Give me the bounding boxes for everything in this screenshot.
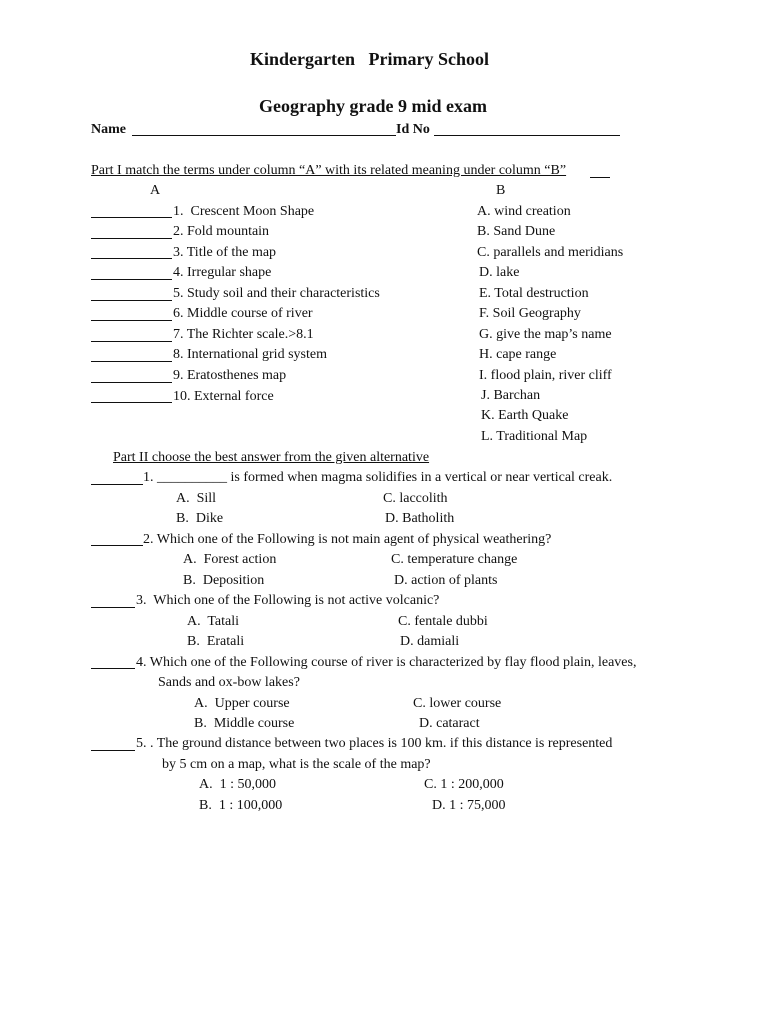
answer-blank[interactable] (91, 238, 172, 239)
answer-blank[interactable] (91, 607, 135, 608)
option-a: A. Tatali (187, 614, 240, 629)
question-stem: 3. Which one of the Following is not active volcanic? (136, 593, 440, 608)
answer-blank[interactable] (91, 341, 172, 342)
exam-title: Geography grade 9 mid exam (259, 96, 487, 116)
option-a: A. Sill (176, 491, 217, 506)
match-a-item: 10. External force (173, 389, 274, 404)
match-a-item: 6. Middle course of river (173, 306, 313, 321)
question-stem: 5. . The ground distance between two places is 100 km. if this distance is represented (136, 736, 613, 751)
option-a: A. 1 : 50,000 (199, 777, 276, 792)
option-d: D. action of plants (394, 573, 498, 588)
instruction-underline-tail (590, 177, 610, 178)
option-d: D. Batholith (385, 511, 455, 526)
match-b-item: L. Traditional Map (481, 429, 588, 444)
answer-blank[interactable] (91, 402, 172, 403)
answer-blank[interactable] (91, 217, 172, 218)
match-b-item: C. parallels and meridians (477, 245, 624, 260)
answer-blank[interactable] (91, 668, 135, 669)
column-a-heading: A (150, 183, 161, 198)
answer-blank[interactable] (91, 279, 172, 280)
match-a-item: 2. Fold mountain (173, 224, 270, 239)
id-field[interactable] (434, 135, 620, 136)
answer-blank[interactable] (91, 300, 172, 301)
answer-blank[interactable] (91, 361, 172, 362)
option-d: D. 1 : 75,000 (432, 798, 506, 813)
match-b-item: J. Barchan (481, 388, 541, 403)
match-b-item: H. cape range (479, 347, 557, 362)
option-a: A. Upper course (194, 696, 290, 711)
match-b-item: B. Sand Dune (477, 224, 556, 239)
part1-instruction: Part I match the terms under column “A” with its related meaning under column “B” (91, 163, 567, 178)
answer-blank[interactable] (91, 320, 172, 321)
question-stem: 4. Which one of the Following course of river is characterized by flay flood plain, leaves, (136, 655, 637, 670)
match-a-item: 9. Eratosthenes map (173, 368, 287, 383)
match-b-item: K. Earth Quake (481, 408, 569, 423)
option-d: D. damiali (400, 634, 460, 649)
option-b: B. Middle course (194, 716, 295, 731)
option-c: C. laccolith (383, 491, 448, 506)
question-stem-continued: by 5 cm on a map, what is the scale of the map? (162, 757, 431, 772)
match-b-item: A. wind creation (477, 204, 571, 219)
answer-blank[interactable] (91, 750, 135, 751)
question-stem: 1. __________ is formed when magma solidifies in a vertical or near vertical creak. (143, 470, 613, 485)
option-b: B. Dike (176, 511, 224, 526)
match-a-item: 4. Irregular shape (173, 265, 272, 280)
question-stem: 2. Which one of the Following is not main agent of physical weathering? (143, 532, 552, 547)
option-c: C. 1 : 200,000 (424, 777, 504, 792)
option-b: B. Deposition (183, 573, 265, 588)
name-field[interactable] (132, 135, 396, 136)
option-c: C. temperature change (391, 552, 518, 567)
answer-blank[interactable] (91, 545, 143, 546)
option-b: B. Eratali (187, 634, 245, 649)
id-label: Id No (396, 122, 430, 137)
match-a-item: 8. International grid system (173, 347, 327, 362)
answer-blank[interactable] (91, 382, 172, 383)
option-b: B. 1 : 100,000 (199, 798, 283, 813)
match-a-item: 1. Crescent Moon Shape (173, 204, 315, 219)
name-label: Name (91, 122, 126, 137)
match-a-item: 3. Title of the map (173, 245, 277, 260)
school-name: Kindergarten Primary School (250, 49, 489, 69)
match-b-item: D. lake (479, 265, 520, 280)
part2-instruction: Part II choose the best answer from the given alternative (113, 450, 430, 465)
match-a-item: 5. Study soil and their characteristics (173, 286, 380, 301)
answer-blank[interactable] (91, 258, 172, 259)
match-b-item: E. Total destruction (479, 286, 589, 301)
option-a: A. Forest action (183, 552, 277, 567)
answer-blank[interactable] (91, 484, 143, 485)
match-b-item: F. Soil Geography (479, 306, 581, 321)
option-c: C. lower course (413, 696, 502, 711)
column-b-heading: B (496, 183, 506, 198)
option-c: C. fentale dubbi (398, 614, 488, 629)
option-d: D. cataract (419, 716, 480, 731)
question-stem-continued: Sands and ox-bow lakes? (158, 675, 300, 690)
match-a-item: 7. The Richter scale.>8.1 (173, 327, 314, 342)
match-b-item: I. flood plain, river cliff (479, 368, 612, 383)
match-b-item: G. give the map’s name (479, 327, 612, 342)
